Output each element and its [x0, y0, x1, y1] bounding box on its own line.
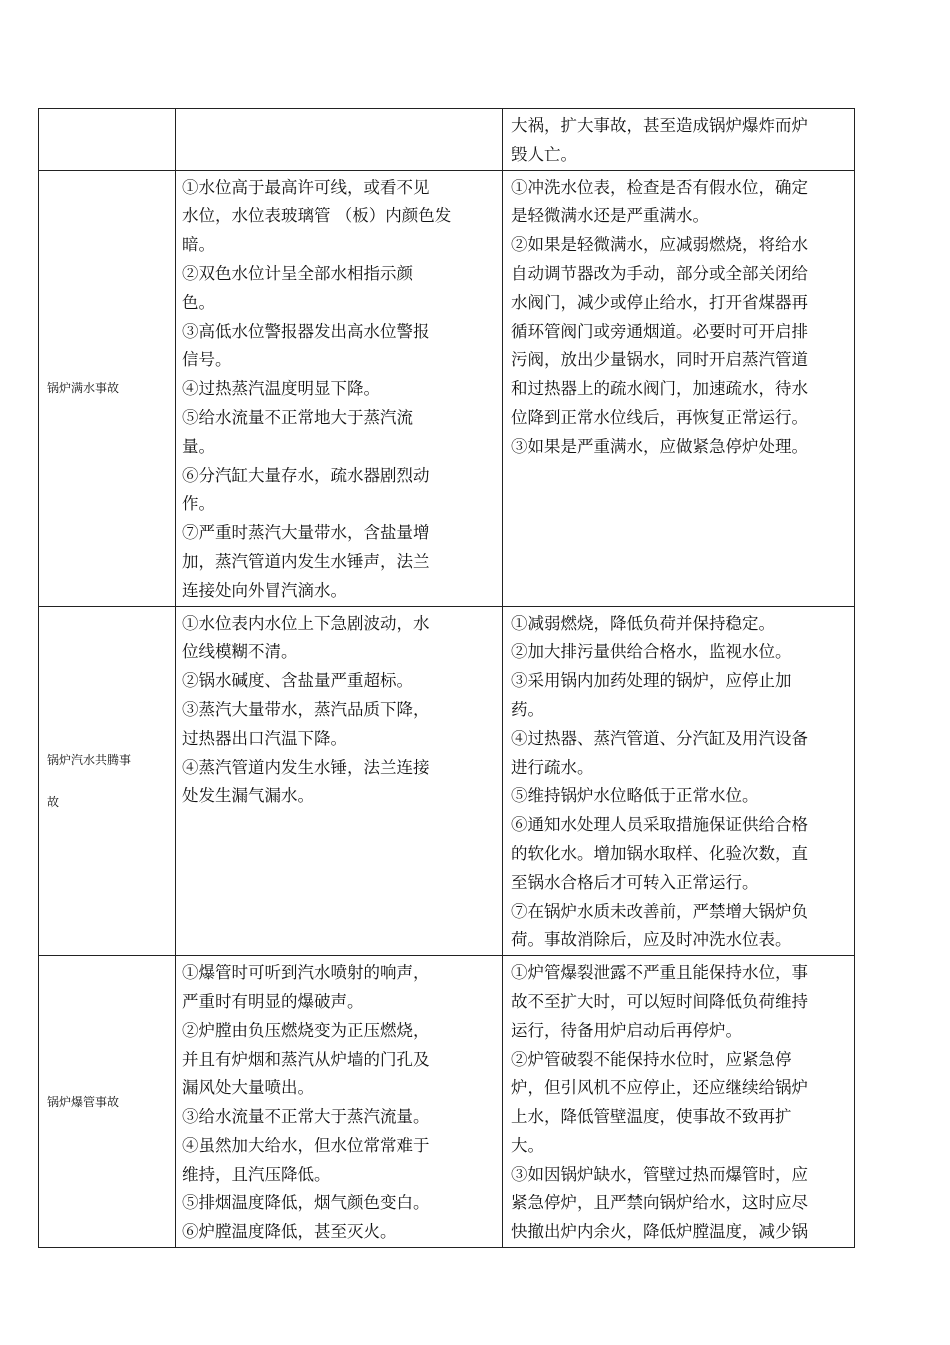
- symptom-line: 暗。: [182, 235, 215, 255]
- action-line: 污阀，放出少量锅水，同时开启蒸汽管道: [511, 350, 808, 370]
- symptoms-cell: [176, 606, 503, 956]
- action-line: 循环管阀门或旁通烟道。必要时可开启排: [511, 321, 808, 341]
- category-cell: [39, 606, 176, 956]
- symptom-line: ②炉膛由负压燃烧变为正压燃烧，: [182, 1020, 430, 1040]
- action-line: 自动调节器改为手动，部分或全部关闭给: [511, 263, 808, 283]
- symptom-line: 并且有炉烟和蒸汽从炉墙的门孔及: [182, 1049, 430, 1069]
- category-label: 锅炉汽水共腾事: [47, 752, 132, 767]
- symptom-line: 加，蒸汽管道内发生水锤声，法兰: [182, 551, 430, 571]
- symptom-line: ④蒸汽管道内发生水锤，法兰连接: [182, 757, 430, 777]
- table-row: [39, 956, 855, 1248]
- symptom-line: ⑦严重时蒸汽大量带水，含盐量增: [182, 523, 430, 543]
- action-line: 快撤出炉内余火，降低炉膛温度，减少锅: [511, 1222, 808, 1242]
- action-line: ②加大排污量供给合格水，监视水位。: [511, 642, 792, 662]
- action-line: 是轻微满水还是严重满水。: [511, 206, 709, 226]
- action-line: 大。: [511, 1135, 544, 1155]
- action-line: ①炉管爆裂泄露不严重且能保持水位，事: [511, 963, 808, 983]
- action-line: ②炉管破裂不能保持水位时，应紧急停: [511, 1049, 792, 1069]
- symptom-line: 色。: [182, 292, 215, 312]
- actions-cell: [503, 109, 855, 171]
- category-cell: [39, 170, 176, 606]
- symptom-line: 连接处向外冒汽滴水。: [182, 580, 347, 600]
- action-line: ③采用锅内加药处理的锅炉，应停止加: [511, 671, 792, 691]
- symptoms-cell: [176, 170, 503, 606]
- symptom-line: 处发生漏气漏水。: [182, 786, 314, 806]
- action-line: ⑥通知水处理人员采取措施保证供给合格: [511, 815, 808, 835]
- action-line: ①冲洗水位表，检查是否有假水位，确定: [511, 177, 808, 197]
- symptom-line: ①爆管时可听到汽水喷射的响声，: [182, 963, 430, 983]
- actions-cell: [503, 170, 855, 606]
- symptom-line: ⑥炉膛温度降低，甚至灭火。: [182, 1222, 397, 1242]
- action-line: 紧急停炉，且严禁向锅炉给水，这时应尽: [511, 1193, 808, 1213]
- symptom-line: ④虽然加大给水，但水位常常难于: [182, 1135, 430, 1155]
- symptom-line: 水位，水位表玻璃管 （板）内颜色发: [182, 206, 452, 226]
- symptom-line: ③给水流量不正常大于蒸汽流量。: [182, 1107, 430, 1127]
- action-line: 药。: [511, 699, 544, 719]
- action-line: 故不至扩大时，可以短时间降低负荷维持: [511, 991, 808, 1011]
- category-label: 锅炉满水事故: [47, 381, 120, 396]
- category-label: 锅炉爆管事故: [47, 1094, 120, 1109]
- table-row: [39, 170, 855, 606]
- symptom-line: ②锅水碱度、含盐量严重超标。: [182, 671, 413, 691]
- symptom-line: ⑤排烟温度降低，烟气颜色变白。: [182, 1193, 430, 1213]
- action-line: 进行疏水。: [511, 757, 594, 777]
- action-line: 荷。事故消除后，应及时冲洗水位表。: [511, 930, 792, 950]
- action-line: ③如果是严重满水，应做紧急停炉处理。: [511, 436, 808, 456]
- symptom-line: ①水位高于最高许可线，或看不见: [182, 177, 430, 197]
- symptoms-cell: [176, 956, 503, 1248]
- symptom-line: 严重时有明显的爆破声。: [182, 991, 364, 1011]
- action-line: 和过热器上的疏水阀门，加速疏水，待水: [511, 379, 808, 399]
- action-line: 位降到正常水位线后，再恢复正常运行。: [511, 407, 808, 427]
- action-line: 至锅水合格后才可转入正常运行。: [511, 872, 759, 892]
- table-row: [39, 109, 855, 171]
- action-line: ③如因锅炉缺水，管壁过热而爆管时，应: [511, 1164, 808, 1184]
- category-cell: [39, 109, 176, 171]
- symptom-line: ③高低水位警报器发出高水位警报: [182, 321, 430, 341]
- action-line: 毁人亡。: [511, 144, 577, 164]
- actions-cell: [503, 606, 855, 956]
- symptom-line: ④过热蒸汽温度明显下降。: [182, 379, 380, 399]
- action-line: 大祸，扩大事故，甚至造成锅炉爆炸而炉: [511, 116, 808, 135]
- action-line: ⑦在锅炉水质未改善前，严禁增大锅炉负: [511, 901, 808, 921]
- actions-cell: [503, 956, 855, 1248]
- action-line: 炉，但引风机不应停止，还应继续给锅炉: [511, 1078, 808, 1098]
- action-line: 运行，待备用炉启动后再停炉。: [511, 1020, 742, 1040]
- symptom-line: 维持，且汽压降低。: [182, 1164, 331, 1184]
- symptom-line: 漏风处大量喷出。: [182, 1078, 314, 1098]
- symptom-line: ⑥分汽缸大量存水，疏水器剧烈动: [182, 465, 430, 485]
- incident-table: [38, 108, 855, 1248]
- symptom-line: 信号。: [182, 350, 232, 370]
- symptom-line: ①水位表内水位上下急剧波动，水: [182, 613, 430, 633]
- action-line: ②如果是轻微满水，应减弱燃烧，将给水: [511, 235, 808, 255]
- category-label: 故: [47, 794, 60, 809]
- action-line: 上水，降低管壁温度，使事故不致再扩: [511, 1107, 792, 1127]
- symptom-line: ⑤给水流量不正常地大于蒸汽流: [182, 407, 413, 427]
- action-line: 的软化水。增加锅水取样、化验次数，直: [511, 843, 808, 863]
- symptoms-cell: [176, 109, 503, 171]
- category-cell: [39, 956, 176, 1248]
- symptom-line: 作。: [182, 494, 215, 514]
- action-line: ①减弱燃烧，降低负荷并保持稳定。: [511, 613, 775, 633]
- symptom-line: 位线模糊不清。: [182, 642, 298, 662]
- symptom-line: 过热器出口汽温下降。: [182, 728, 347, 748]
- symptom-line: ③蒸汽大量带水，蒸汽品质下降，: [182, 699, 430, 719]
- action-line: 水阀门，减少或停止给水，打开省煤器再: [511, 292, 808, 312]
- symptom-line: 量。: [182, 436, 215, 456]
- symptom-line: ②双色水位计呈全部水相指示颜: [182, 263, 413, 283]
- action-line: ④过热器、蒸汽管道、分汽缸及用汽设备: [511, 728, 808, 748]
- table-row: [39, 606, 855, 956]
- action-line: ⑤维持锅炉水位略低于正常水位。: [511, 786, 759, 806]
